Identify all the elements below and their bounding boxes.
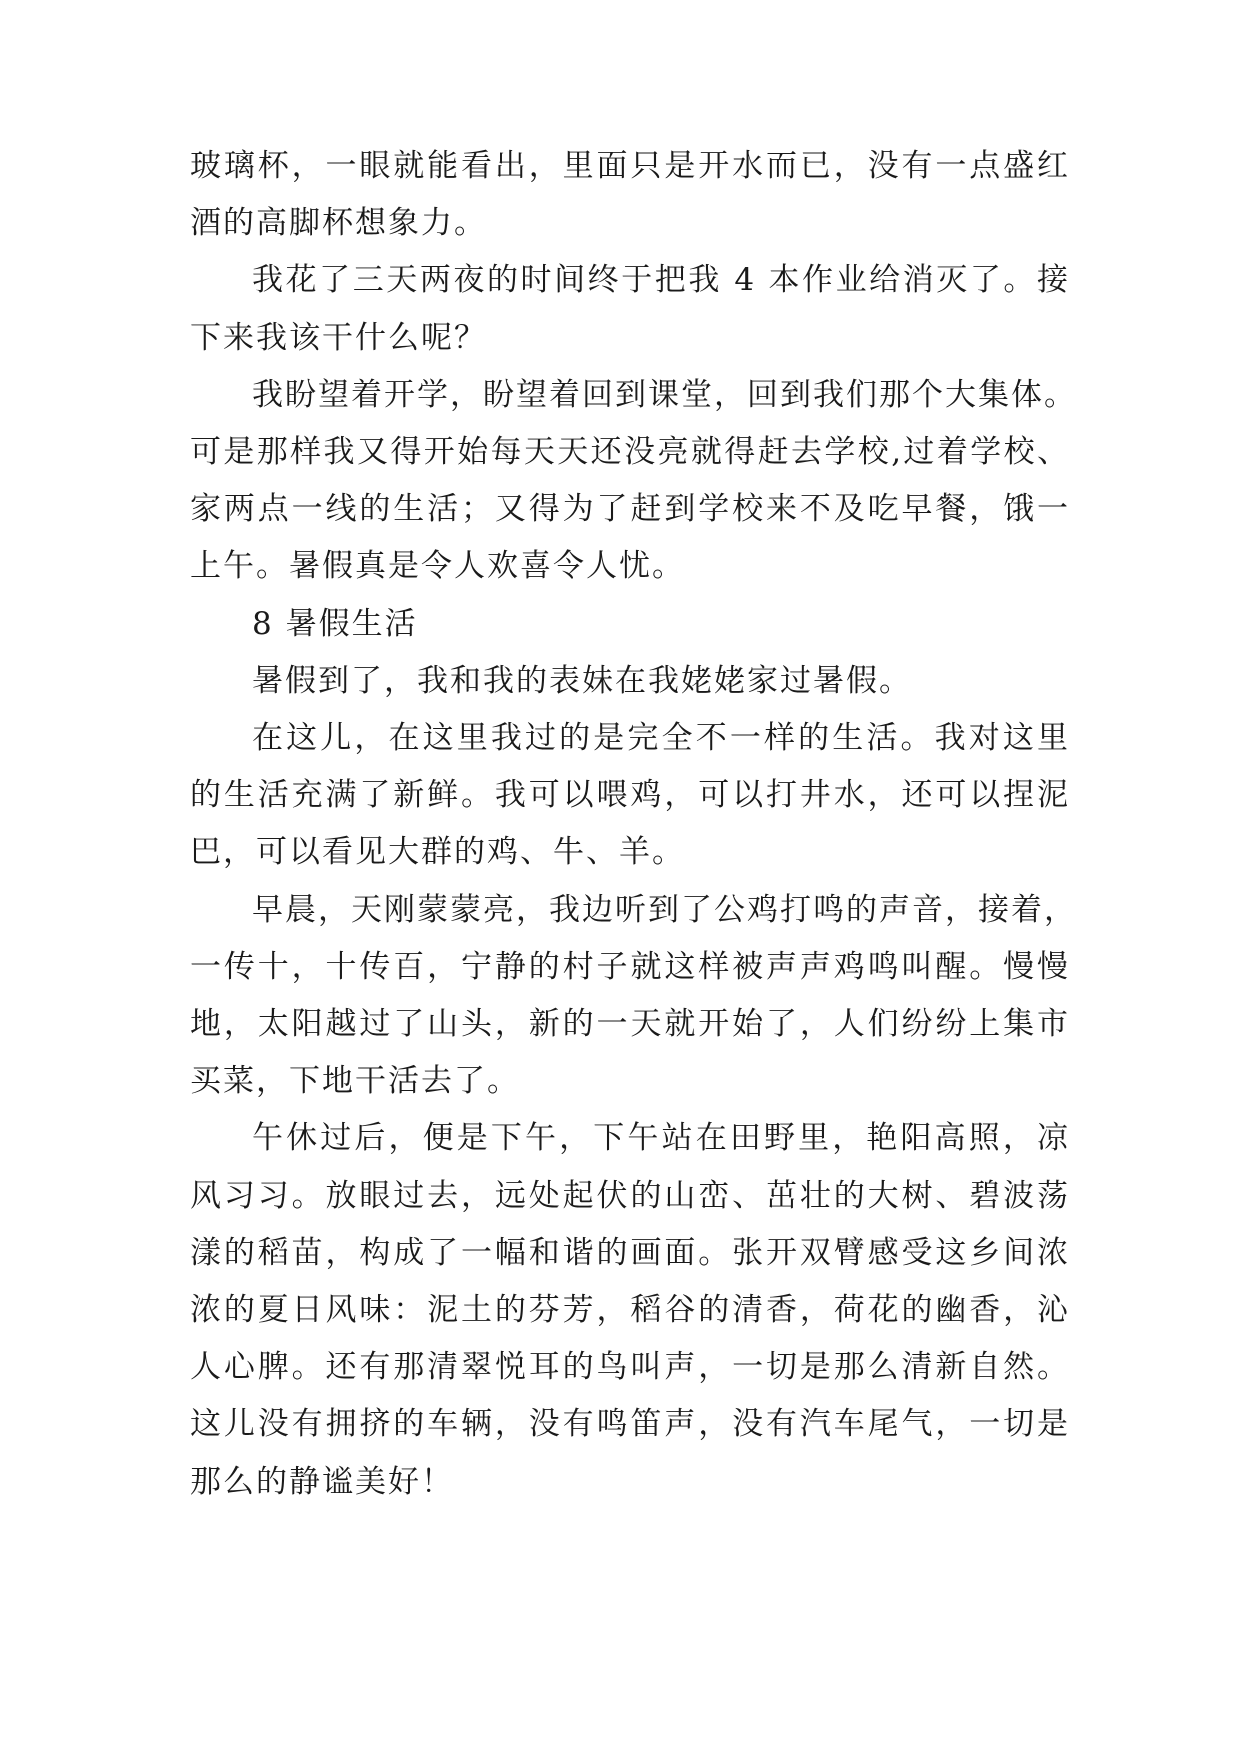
text-line: 人心脾。还有那清翠悦耳的鸟叫声，一切是那么清新自然。 <box>190 1349 1070 1385</box>
text-line: 上午。暑假真是令人欢喜令人忧。 <box>190 548 685 584</box>
text-line: 8 暑假生活 <box>252 606 418 642</box>
text-line: 那么的静谧美好！ <box>190 1464 454 1500</box>
text-line: 巴，可以看见大群的鸡、牛、羊。 <box>190 834 685 870</box>
text-line: 玻璃杯，一眼就能看出，里面只是开水而已，没有一点盛红 <box>190 148 1070 184</box>
text-line: 的生活充满了新鲜。我可以喂鸡，可以打井水，还可以捏泥 <box>190 777 1070 813</box>
text-line: 我花了三天两夜的时间终于把我 4 本作业给消灭了。接 <box>252 262 1070 298</box>
text-line: 买菜，下地干活去了。 <box>190 1063 520 1099</box>
text-line: 早晨，天刚蒙蒙亮，我边听到了公鸡打鸣的声音，接着， <box>252 892 1077 928</box>
text-line: 一传十，十传百，宁静的村子就这样被声声鸡鸣叫醒。慢慢 <box>190 949 1070 985</box>
text-line: 暑假到了，我和我的表妹在我姥姥家过暑假。 <box>252 663 912 699</box>
text-line: 午休过后，便是下午，下午站在田野里，艳阳高照，凉 <box>252 1120 1070 1156</box>
text-line: 漾的稻苗，构成了一幅和谐的画面。张开双臂感受这乡间浓 <box>190 1235 1070 1271</box>
text-line: 家两点一线的生活；又得为了赶到学校来不及吃早餐，饿一 <box>190 491 1070 527</box>
text-line: 浓的夏日风味：泥土的芬芳，稻谷的清香，荷花的幽香，沁 <box>190 1292 1070 1328</box>
text-line: 在这儿，在这里我过的是完全不一样的生活。我对这里 <box>252 720 1070 756</box>
text-line: 可是那样我又得开始每天天还没亮就得赶去学校,过着学校、 <box>190 434 1070 470</box>
text-line: 地，太阳越过了山头，新的一天就开始了，人们纷纷上集市 <box>190 1006 1070 1042</box>
text-line: 风习习。放眼过去，远处起伏的山峦、茁壮的大树、碧波荡 <box>190 1178 1070 1214</box>
text-line: 下来我该干什么呢？ <box>190 320 487 356</box>
text-line: 这儿没有拥挤的车辆，没有鸣笛声，没有汽车尾气，一切是 <box>190 1406 1070 1442</box>
text-line: 酒的高脚杯想象力。 <box>190 205 487 241</box>
text-line: 我盼望着开学，盼望着回到课堂，回到我们那个大集体。 <box>252 377 1077 413</box>
